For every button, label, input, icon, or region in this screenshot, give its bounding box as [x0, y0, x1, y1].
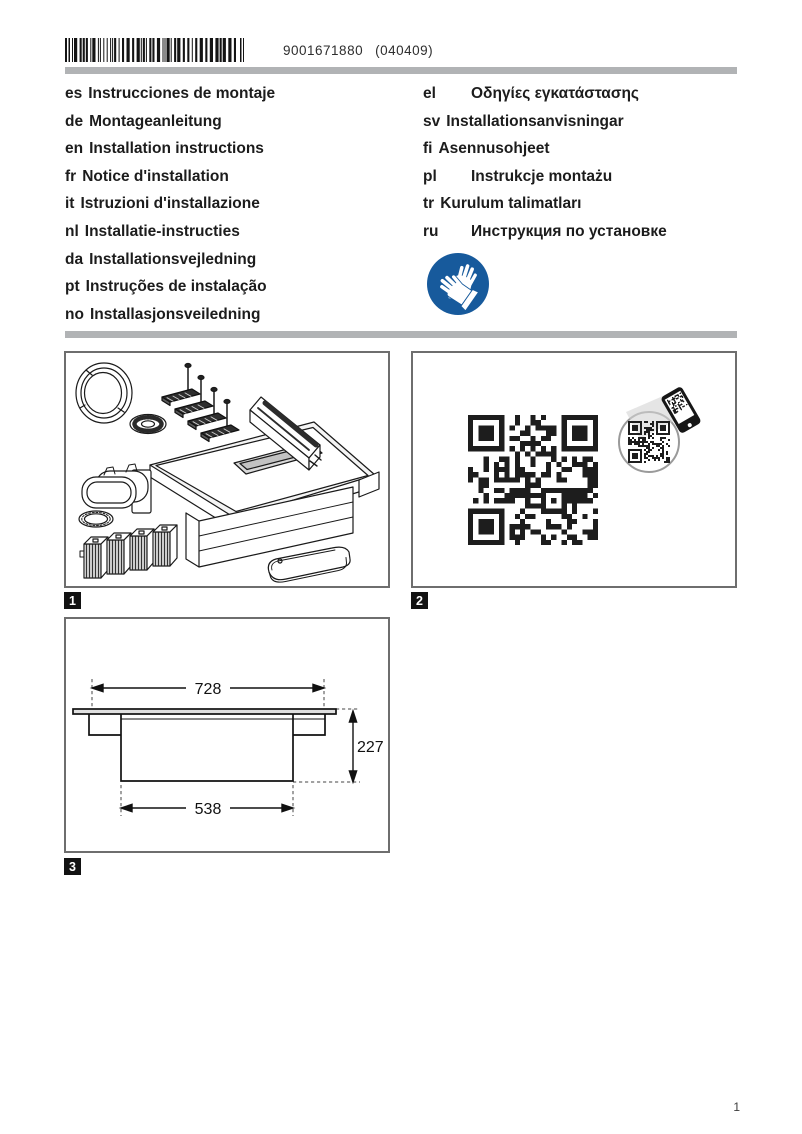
mounting-rails-icon: [162, 364, 239, 442]
language-item-es: es Instrucciones de montaje: [65, 85, 276, 102]
language-item-tr: tr Kurulum talimatları: [423, 195, 582, 213]
figure-2-label: 2: [411, 592, 428, 609]
figure-3-label: 3: [64, 858, 81, 875]
divider-top: [65, 67, 737, 74]
round-grille-icon: [130, 415, 166, 434]
language-item-pt: pt Instruções de instalação: [65, 278, 267, 296]
dimension-drawing: [66, 619, 388, 851]
flat-duct-adapter-icon: [82, 464, 151, 513]
figure-1-accessories: [64, 351, 390, 588]
document-number-value: 9001671880: [283, 43, 364, 58]
language-item-de: de Montageanleitung: [65, 112, 222, 130]
language-item-it: it Istruzioni d'installazione: [65, 195, 260, 213]
qr-illustration: [413, 353, 735, 586]
print-code: (040409): [375, 43, 434, 58]
figure-3-dimensions: [64, 617, 390, 853]
wear-gloves-sign-icon: [426, 252, 490, 316]
language-item-nl: nl Installatie-instructies: [65, 222, 240, 240]
language-item-sv: sv Installationsanvisningar: [423, 112, 624, 130]
language-item-fr: fr Notice d'installation: [65, 167, 229, 185]
language-item-fi: fi Asennusohjeet: [423, 140, 550, 158]
air-deflector-icon: [268, 547, 350, 582]
language-list-right: [423, 80, 667, 246]
hob-illustration: [150, 422, 379, 567]
language-item-ru: ru Инструкция по установке: [423, 222, 667, 240]
page-number: 1: [733, 1100, 740, 1114]
qr-code: [468, 415, 598, 545]
language-item-no: no Installasjonsveiledning: [65, 305, 261, 323]
hob-profile: [73, 709, 336, 781]
accessories-illustration: [66, 353, 388, 586]
language-item-en: en Installation instructions: [65, 140, 264, 158]
dimension-depth: 227: [357, 739, 384, 756]
dimension-bottom-width: 538: [194, 801, 222, 818]
filter-cartridges-icon: [80, 525, 177, 578]
dimension-top-width: 728: [194, 681, 222, 698]
language-item-el: el Οδηγίες εγκατάστασης: [423, 85, 639, 102]
language-list-left: [65, 80, 275, 328]
divider-mid: [65, 331, 737, 338]
sealing-ring-icon: [79, 511, 113, 527]
barcode-icon: [65, 38, 244, 62]
document-number: [283, 43, 433, 58]
language-item-pl: pl Instrukcje montażu: [423, 167, 613, 185]
hose-ring-icon: [76, 363, 132, 423]
figure-1-label: 1: [64, 592, 81, 609]
figure-2-qr: [411, 351, 737, 588]
language-item-da: da Installationsvejledning: [65, 250, 257, 268]
